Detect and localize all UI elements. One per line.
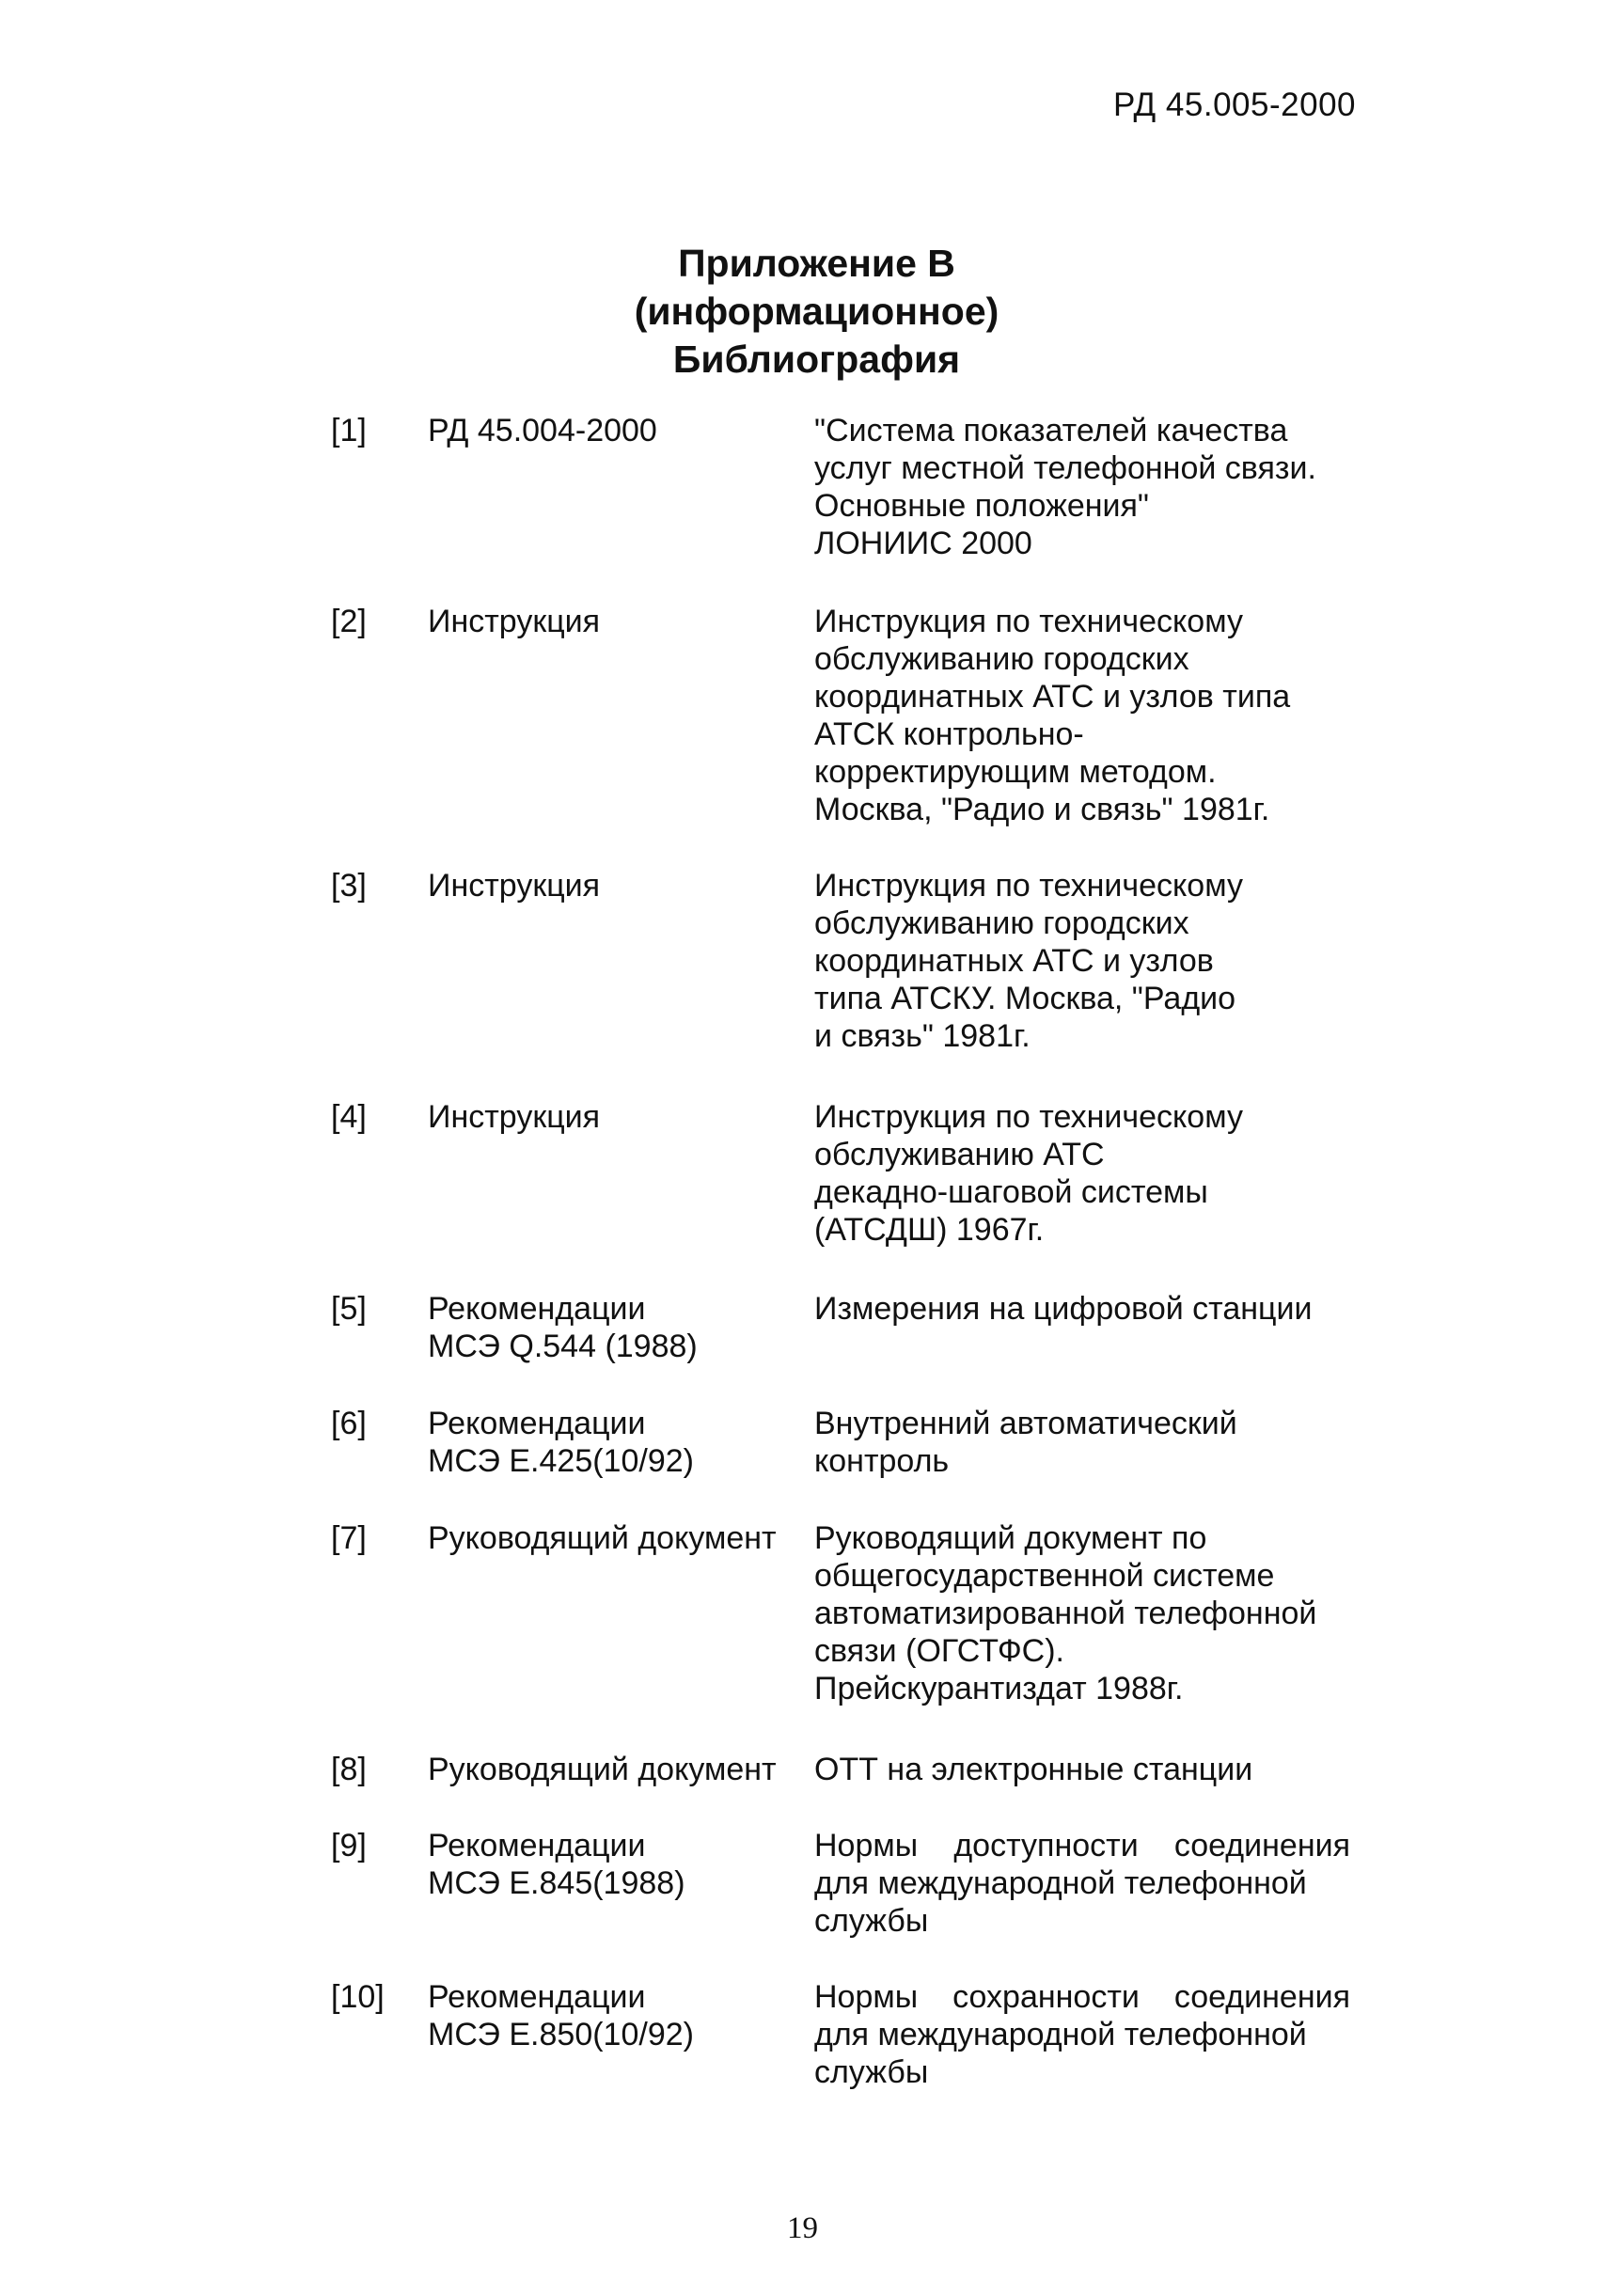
entry-description-line: и связь" 1981г. xyxy=(814,1018,1031,1054)
entry-description-line: автоматизированной телефонной xyxy=(814,1596,1317,1631)
entry-type-line: Рекомендации xyxy=(428,1828,646,1864)
entry-description-line: Инструкция по техническому xyxy=(814,868,1243,904)
entry-description xyxy=(814,1978,1350,2091)
entry-description-line: корректирующим методом. xyxy=(814,754,1217,790)
entry-description-line: Инструкция по техническому xyxy=(814,1099,1243,1135)
entry-description-line: Нормы сохранности соединения xyxy=(814,1979,1350,2015)
entry-description-line: Руководящий документ по xyxy=(814,1520,1207,1556)
entry-description xyxy=(814,867,1350,1055)
appendix-subtitle-line: (информационное) xyxy=(634,290,999,333)
entry-description xyxy=(814,1405,1350,1480)
entry-number: [1] xyxy=(331,413,367,448)
entry-description-line: Нормы доступности соединения xyxy=(814,1828,1350,1864)
entry-description-line: обслуживанию АТС xyxy=(814,1137,1105,1172)
entry-description-line: типа АТСКУ. Москва, "Радио xyxy=(814,981,1236,1016)
entry-number: [9] xyxy=(331,1828,367,1864)
appendix-title xyxy=(0,240,1605,384)
entry-number: [8] xyxy=(331,1752,367,1787)
entry-type xyxy=(428,1751,804,1788)
entry-description-line: обслуживанию городских xyxy=(814,641,1189,677)
entry-type-line: МСЭ Q.544 (1988) xyxy=(428,1329,698,1364)
entry-type-line: Рекомендации xyxy=(428,1406,646,1441)
entry-type xyxy=(428,1290,804,1365)
entry-type xyxy=(428,1519,804,1557)
entry-description-line: (АТСДШ) 1967г. xyxy=(814,1212,1045,1248)
entry-type xyxy=(428,1827,804,1902)
entry-type xyxy=(428,603,804,640)
entry-description-line: связи (ОГСТФС). xyxy=(814,1633,1065,1669)
entry-description-line: для международной телефонной xyxy=(814,1865,1307,1901)
entry-type-line: МСЭ Е.850(10/92) xyxy=(428,2017,694,2052)
entry-type-line: Рекомендации xyxy=(428,1979,646,2015)
entry-type xyxy=(428,1978,804,2053)
entry-type-line: Руководящий документ xyxy=(428,1520,777,1556)
entry-description-line: общегосударственной системе xyxy=(814,1558,1275,1594)
entry-description xyxy=(814,1751,1350,1788)
entry-number: [2] xyxy=(331,604,367,639)
entry-type-line: Инструкция xyxy=(428,1099,601,1135)
entry-description-line: Москва, "Радио и связь" 1981г. xyxy=(814,792,1270,827)
appendix-title-line: Приложение В xyxy=(678,242,955,285)
entry-type-line: РД 45.004-2000 xyxy=(428,413,657,448)
page-number: 19 xyxy=(787,2211,818,2245)
entry-type-line: Инструкция xyxy=(428,868,601,904)
entry-type-line: Рекомендации xyxy=(428,1291,646,1327)
document-code: РД 45.005-2000 xyxy=(1113,86,1356,123)
entry-description-line: Измерения на цифровой станции xyxy=(814,1291,1313,1327)
entry-description xyxy=(814,1098,1350,1249)
entry-description-line: АТСК контрольно- xyxy=(814,716,1084,752)
entry-description xyxy=(814,1290,1350,1328)
entry-number: [10] xyxy=(331,1979,385,2015)
entry-number: [6] xyxy=(331,1406,367,1441)
entry-type-line: МСЭ Е.425(10/92) xyxy=(428,1443,694,1479)
entry-description-line: службы xyxy=(814,1903,929,1939)
entry-description xyxy=(814,412,1350,562)
entry-description-line: для международной телефонной xyxy=(814,2017,1307,2052)
entry-type-line: Руководящий документ xyxy=(428,1752,777,1787)
entry-description-line: обслуживанию городских xyxy=(814,905,1189,941)
entry-type xyxy=(428,1098,804,1136)
entry-number: [5] xyxy=(331,1291,367,1327)
entry-description-line: службы xyxy=(814,2054,929,2090)
entry-type xyxy=(428,867,804,904)
entry-description xyxy=(814,1827,1350,1940)
entry-type-line: Инструкция xyxy=(428,604,601,639)
entry-description-line: Прейскурантиздат 1988г. xyxy=(814,1671,1184,1706)
entry-description-line: координатных АТС и узлов типа xyxy=(814,679,1291,715)
entry-description-line: Внутренний автоматический xyxy=(814,1406,1237,1441)
bibliography-heading: Библиография xyxy=(672,338,961,381)
entry-description-line: контроль xyxy=(814,1443,950,1479)
entry-description-line: услуг местной телефонной связи. xyxy=(814,450,1316,486)
entry-number: [4] xyxy=(331,1099,367,1135)
entry-description-line: координатных АТС и узлов xyxy=(814,943,1214,979)
entry-description-line: ОТТ на электронные станции xyxy=(814,1752,1253,1787)
entry-description xyxy=(814,603,1350,828)
entry-description-line: декадно-шаговой системы xyxy=(814,1174,1208,1210)
entry-number: [3] xyxy=(331,868,367,904)
entry-type xyxy=(428,1405,804,1480)
entry-description-line: "Система показателей качества xyxy=(814,413,1288,448)
entry-description-line: Основные положения" xyxy=(814,488,1149,524)
entry-description-line: Инструкция по техническому xyxy=(814,604,1243,639)
entry-type xyxy=(428,412,804,449)
entry-description-line: ЛОНИИС 2000 xyxy=(814,526,1032,561)
entry-description xyxy=(814,1519,1350,1707)
entry-number: [7] xyxy=(331,1520,367,1556)
entry-type-line: МСЭ Е.845(1988) xyxy=(428,1865,685,1901)
